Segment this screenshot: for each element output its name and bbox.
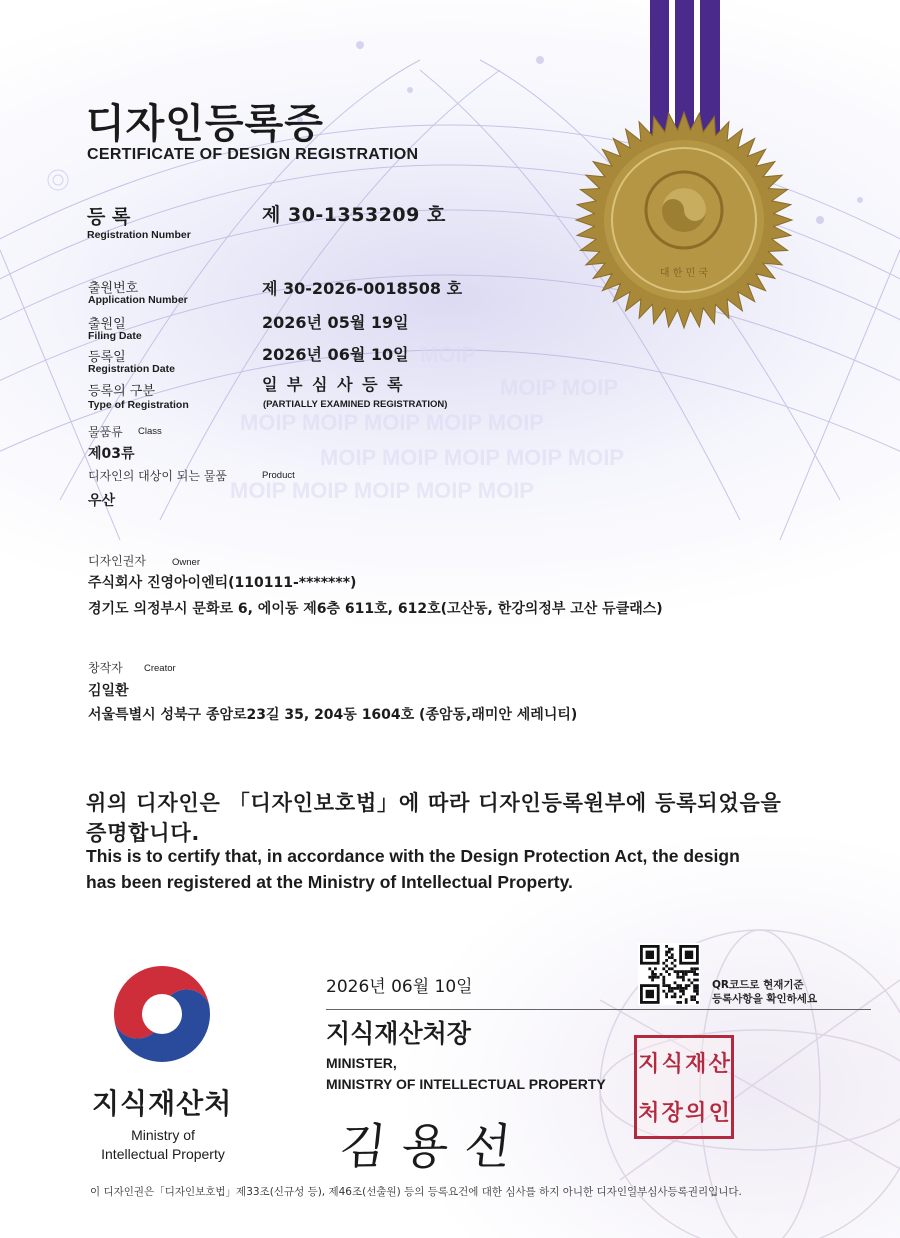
application-number-value: 제 30-2026-0018508 호 <box>262 279 463 298</box>
creator-address: 서울특별시 성북구 종암로23길 35, 204동 1604호 (종암동,래미안 세레니티) <box>88 707 578 723</box>
product-label-ko: 디자인의 대상이 되는 물품 <box>88 469 227 483</box>
certification-en-line1: This is to certify that, in accordance with the Design Protection Act, the design <box>86 846 740 866</box>
stamp-char: 처 <box>638 1101 660 1126</box>
registration-label-ko: 등 록 <box>87 206 131 228</box>
seal-text: 대 한 민 국 <box>659 268 709 279</box>
creator-label-en: Creator <box>144 663 176 674</box>
application-number-label-ko: 출원번호 <box>88 281 139 296</box>
registration-type-value: 일 부 심 사 등 록 <box>262 375 405 394</box>
footer-divider <box>326 1009 871 1010</box>
minister-title-ko: 지식재산처장 <box>326 1019 471 1048</box>
owner-name: 주식회사 진영아이엔티(110111-*******) <box>88 575 357 591</box>
class-value: 제03류 <box>88 446 135 462</box>
application-number-label-en: Application Number <box>88 294 188 306</box>
qr-note-line2: 등록사항을 확인하세요 <box>712 993 818 1005</box>
stamp-char: 인 <box>708 1101 730 1126</box>
registration-label-en: Registration Number <box>87 229 191 241</box>
class-label-en: Class <box>138 426 162 437</box>
product-value: 우산 <box>88 493 116 509</box>
title-korean: 디자인등록증 <box>86 101 324 147</box>
owner-label-en: Owner <box>172 557 200 568</box>
product-label-en: Product <box>262 470 295 481</box>
stamp-char: 산 <box>708 1052 730 1077</box>
ministry-name-en-line2: Intellectual Property <box>101 1146 225 1162</box>
certification-ko-line2: 증명합니다. <box>86 821 201 845</box>
stamp-char: 의 <box>685 1101 707 1126</box>
registration-date-value: 2026년 06월 10일 <box>262 345 409 364</box>
issue-date: 2026년 06월 10일 <box>326 977 473 997</box>
stamp-char: 지 <box>638 1052 660 1077</box>
qr-note-line1: QR코드로 현재기준 <box>712 979 804 991</box>
owner-address: 경기도 의정부시 문화로 6, 에이동 제6층 611호, 612호(고산동, 한강의정부 고산 듀클래스) <box>88 601 663 617</box>
footnote: 이 디자인권은「디자인보호법」제33조(신규성 등), 제46조(선출원) 등의 등록요건에 대한 심사를 하지 아니한 디자인일부심사등록권리입니다. <box>90 1186 742 1198</box>
filing-date-label-ko: 출원일 <box>88 317 126 332</box>
registration-date-label-ko: 등록일 <box>88 350 126 365</box>
title-english: CERTIFICATE OF DESIGN REGISTRATION <box>87 146 419 163</box>
creator-label-ko: 창작자 <box>88 661 123 675</box>
svg-text:MOIP MOIP MOIP MOIP MOIP: MOIP MOIP MOIP MOIP MOIP <box>320 445 624 470</box>
ministry-name-en-line1: Ministry of <box>131 1127 195 1143</box>
signature: 김용선 <box>336 1119 530 1175</box>
minister-title-en-line2: MINISTRY OF INTELLECTUAL PROPERTY <box>326 1076 606 1092</box>
registration-date-label-en: Registration Date <box>88 363 175 375</box>
filing-date-value: 2026년 05월 19일 <box>262 313 409 332</box>
stamp-char: 재 <box>685 1052 707 1077</box>
gold-seal <box>576 112 792 328</box>
svg-text:MOIP: MOIP <box>420 342 477 367</box>
registration-number: 제 30-1353209 호 <box>262 204 446 226</box>
stamp-char: 식 <box>661 1052 683 1077</box>
registration-type-label-ko: 등록의 구분 <box>88 384 155 399</box>
stamp-char: 장 <box>661 1101 683 1126</box>
certification-en-line2: has been registered at the Ministry of Intellectual Property. <box>86 872 573 892</box>
svg-text:MOIP MOIP MOIP MOIP MOIP: MOIP MOIP MOIP MOIP MOIP <box>230 478 534 503</box>
owner-label-ko: 디자인권자 <box>88 554 146 568</box>
registration-type-label-en: Type of Registration <box>88 399 189 411</box>
svg-text:MOIP MOIP: MOIP MOIP <box>500 375 619 400</box>
certification-ko-line1: 위의 디자인은 「디자인보호법」에 따라 디자인등록원부에 등록되었음을 <box>86 791 782 815</box>
ministry-logo <box>113 965 211 1063</box>
registration-type-value-en: (PARTIALLY EXAMINED REGISTRATION) <box>263 399 448 410</box>
qr-code <box>638 943 700 1005</box>
filing-date-label-en: Filing Date <box>88 330 142 342</box>
minister-title-en-line1: MINISTER, <box>326 1055 397 1071</box>
svg-text:MOIP MOIP MOIP MOIP MOIP: MOIP MOIP MOIP MOIP MOIP <box>240 410 544 435</box>
creator-name: 김일환 <box>88 683 129 699</box>
class-label-ko: 물품류 <box>88 425 123 439</box>
ministry-name-ko: 지식재산처 <box>92 1087 233 1120</box>
official-stamp <box>634 1035 734 1139</box>
